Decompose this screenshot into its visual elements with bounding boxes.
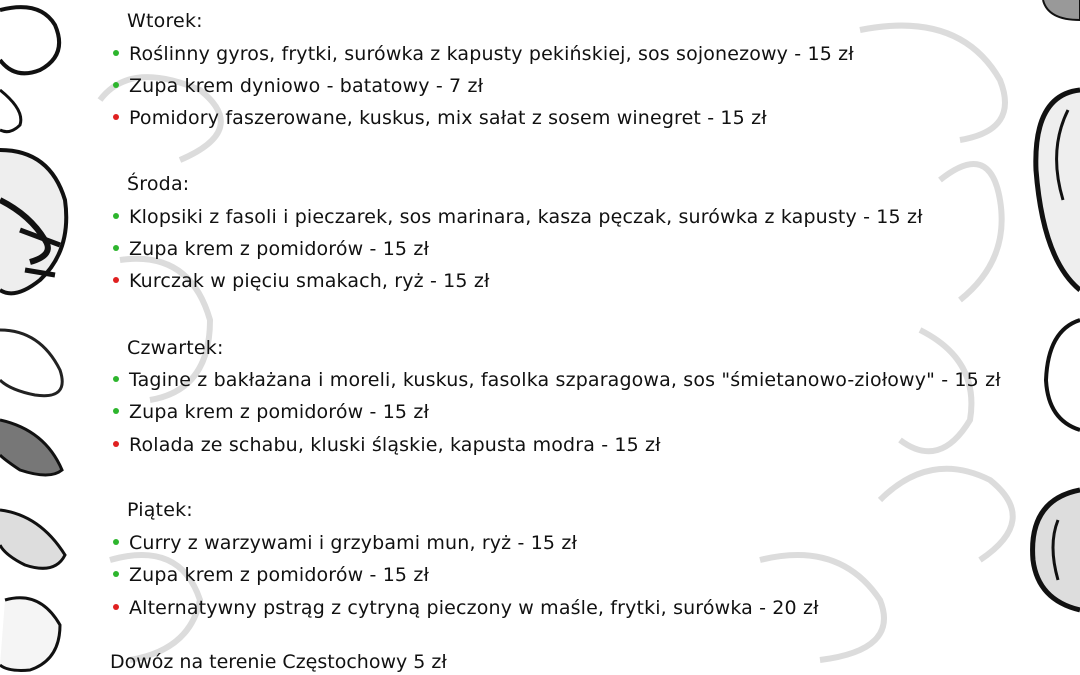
day-heading-tuesday: Wtorek: bbox=[127, 10, 203, 32]
menu-item bbox=[113, 531, 577, 555]
menu-item-text: Pomidory faszerowane, kuskus, mix sałat z sosem winegret - 15 zł bbox=[129, 107, 767, 129]
menu-item bbox=[113, 74, 483, 98]
menu-item-text: Zupa krem z pomidorów - 15 zł bbox=[129, 238, 430, 260]
menu-item-text: Curry z warzywami i grzybami mun, ryż - 15 zł bbox=[129, 532, 578, 554]
menu-item-text: Roślinny gyros, frytki, surówka z kapusty pekińskiej, sos sojonezowy - 15 zł bbox=[129, 43, 854, 65]
menu-item-text: Zupa krem z pomidorów - 15 zł bbox=[129, 564, 430, 586]
menu-item bbox=[113, 237, 429, 261]
red-bullet-icon bbox=[113, 277, 119, 283]
green-bullet-icon bbox=[113, 408, 119, 414]
menu-item bbox=[113, 433, 661, 457]
green-bullet-icon bbox=[113, 50, 119, 56]
menu-item bbox=[113, 106, 767, 130]
green-bullet-icon bbox=[113, 376, 119, 382]
menu-item bbox=[113, 563, 429, 587]
red-bullet-icon bbox=[113, 114, 119, 120]
delivery-note: Dowóz na terenie Częstochowy 5 zł bbox=[110, 651, 447, 673]
menu-item-text: Zupa krem z pomidorów - 15 zł bbox=[129, 401, 430, 423]
green-bullet-icon bbox=[113, 539, 119, 545]
green-bullet-icon bbox=[113, 213, 119, 219]
green-bullet-icon bbox=[113, 571, 119, 577]
day-heading-wednesday: Środa: bbox=[127, 173, 190, 195]
menu-item-text: Alternatywny pstrąg z cytryną pieczony w maśle, frytki, surówka - 20 zł bbox=[129, 597, 819, 619]
menu-item-text: Kurczak w pięciu smakach, ryż - 15 zł bbox=[129, 270, 490, 292]
green-bullet-icon bbox=[113, 82, 119, 88]
menu-item-text: Tagine z bakłażana i moreli, kuskus, fasolka szparagowa, sos "śmietanowo-ziołowy" - 15 zł bbox=[129, 369, 1001, 391]
menu-item bbox=[113, 400, 429, 424]
menu-item-text: Rolada ze schabu, kluski śląskie, kapusta modra - 15 zł bbox=[129, 434, 661, 456]
menu-item-text: Klopsiki z fasoli i pieczarek, sos marinara, kasza pęczak, surówka z kapusty - 15 zł bbox=[129, 206, 923, 228]
menu-item bbox=[113, 368, 1001, 392]
red-bullet-icon bbox=[113, 441, 119, 447]
menu-item bbox=[113, 42, 854, 66]
menu-item-text: Zupa krem dyniowo - batatowy - 7 zł bbox=[129, 75, 484, 97]
menu-item bbox=[113, 269, 490, 293]
red-bullet-icon bbox=[113, 604, 119, 610]
day-heading-friday: Piątek: bbox=[127, 499, 193, 521]
menu-item bbox=[113, 596, 819, 620]
day-heading-thursday: Czwartek: bbox=[127, 337, 224, 359]
green-bullet-icon bbox=[113, 245, 119, 251]
menu-item bbox=[113, 205, 923, 229]
